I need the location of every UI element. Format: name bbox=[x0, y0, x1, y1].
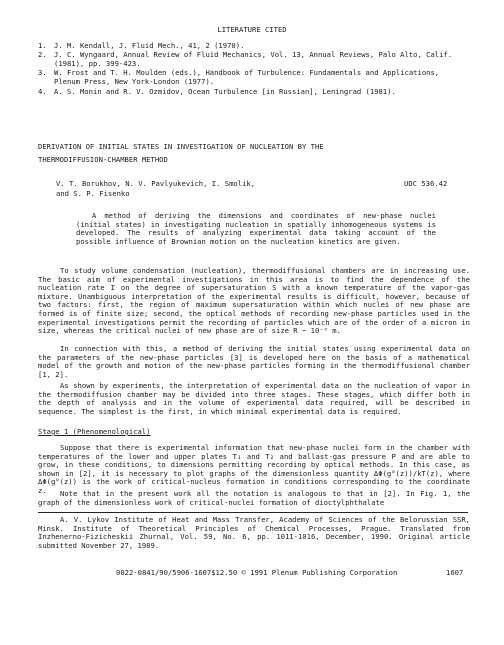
abstract: A method of deriving the dimensions and coordinates of new-phase nuclei (initial states) in investigating nucleation in spatially inhomogeneous systems is developed. The results of analyzing experimental data taking account of the possible influence of Brownian motion on the nucleation kinetics are given. bbox=[76, 211, 436, 246]
footnote-rule bbox=[38, 512, 468, 513]
paragraph-2: In connection with this, a method of deriving the initial states using experimental data on the parameters of the new-phase particles [3] is developed here on the basis of a mathematical model of the growth and motion of the new-phase particles forming in the thermodiffusional chamber [1, 2]. bbox=[38, 344, 470, 379]
reference-number: 1. bbox=[38, 41, 47, 50]
paragraph-4: Suppose that there is experimental information that new-phase nuclei form in the chamber with temperatures of the lower and upper plates T₁ and T₂ and ballast-gas pressure P and are able to grow, in these conditions, to dimensions permitting recording by optical methods. In this case, as shown in [2], it is necessary to plot graphs of the dimensionless quantity ΔΦ(g°(z))/kT(z), where ΔΦ(g°(z)) is the work of critical-nucleus formation in conditions corresponding to the coordinate z. bbox=[38, 443, 470, 495]
paragraph-1: To study volume condensation (nucleation), thermodiffusional chambers are in increasing use. The basic aim of experimental investigations in this area is to find the dependence of the nucleation rate I on the degree of supersaturation S with a known temperature of the vapor-gas mixture. Unambiguous interpretation of the experimental results is difficult, however, because of two factors: first, the region of maximum supersaturation within which nuclei of new phase are formed is of finite size; second, the optical methods of recording new-phase particles used in the experimental investigations permit the recording of particles which are of the order of a micron in size, whereas the critical nuclei of new phase are of size R ~ 10⁻⁹ m. bbox=[38, 266, 470, 336]
udc-code: UDC 536.42 bbox=[404, 179, 448, 188]
copyright-line: 0022-0841/90/5906-1607$12.50 © 1991 Plenum Publishing Corporation bbox=[116, 568, 398, 577]
authors-line1: V. T. Borukhov, N. V. Pavlyukevich, I. Smolik, bbox=[56, 179, 256, 188]
footnote: A. V. Lykov Institute of Heat and Mass Transfer, Academy of Sciences of the Belorussian SSR, Minsk. Institute of Theoretical Principles of Chemical Processes, Prague. Translated from Inzhenerno-Fizicheskii Zhurnal, Vol. 59, No. 6, pp. 1011-1016, December, 1990. Original article submitted November 27, 1989. bbox=[38, 515, 470, 550]
literature-heading: LITERATURE CITED bbox=[217, 25, 287, 34]
reference-text: J. M. Kendall, J. Fluid Mech., 41, 2 (1970). bbox=[54, 41, 245, 50]
authors-line2: and S. P. Fisenko bbox=[56, 189, 130, 198]
article-title-line2: THERMODIFFUSION-CHAMBER METHOD bbox=[38, 155, 168, 164]
reference-text: A. S. Monin and R. V. Ozmidov, Ocean Turbulence [in Russian], Leningrad (1981). bbox=[54, 87, 396, 96]
reference-text: J. C. Wyngaard, Annual Review of Fluid Mechanics, Vol. 13, Annual Reviews, Palo Alto, Calif. (1981), pp. 399-423. bbox=[54, 50, 453, 68]
reference-number: 3. bbox=[38, 68, 47, 77]
reference-number: 2. bbox=[38, 50, 47, 59]
reference-number: 4. bbox=[38, 87, 47, 96]
section-heading-stage-1: Stage 1 (Phenomenological) bbox=[38, 427, 151, 436]
page-number: 1607 bbox=[446, 568, 464, 577]
paragraph-3: As shown by experiments, the interpretation of experimental data on the nucleation of vapor in the thermodiffusion chamber may be divided into three stages. These stages, which differ both in the depth of analysis and in the volume of experimental data required, will be described in sequence. The simplest is the first, in which minimal experimental data is required. bbox=[38, 381, 470, 416]
paragraph-5: Note that in the present work all the notation is analogous to that in [2]. In Fig. 1, the graph of the dimensionless work of critical-nuclei formation of dioctylphthalate bbox=[38, 489, 470, 507]
article-title-line1: DERIVATION OF INITIAL STATES IN INVESTIGATION OF NUCLEATION BY THE bbox=[38, 142, 324, 151]
reference-text: W. Frost and T. H. Moulden (eds.), Handbook of Turbulence: Fundamentals and Applications, Plenum Press, New York-London (1977). bbox=[54, 68, 440, 86]
